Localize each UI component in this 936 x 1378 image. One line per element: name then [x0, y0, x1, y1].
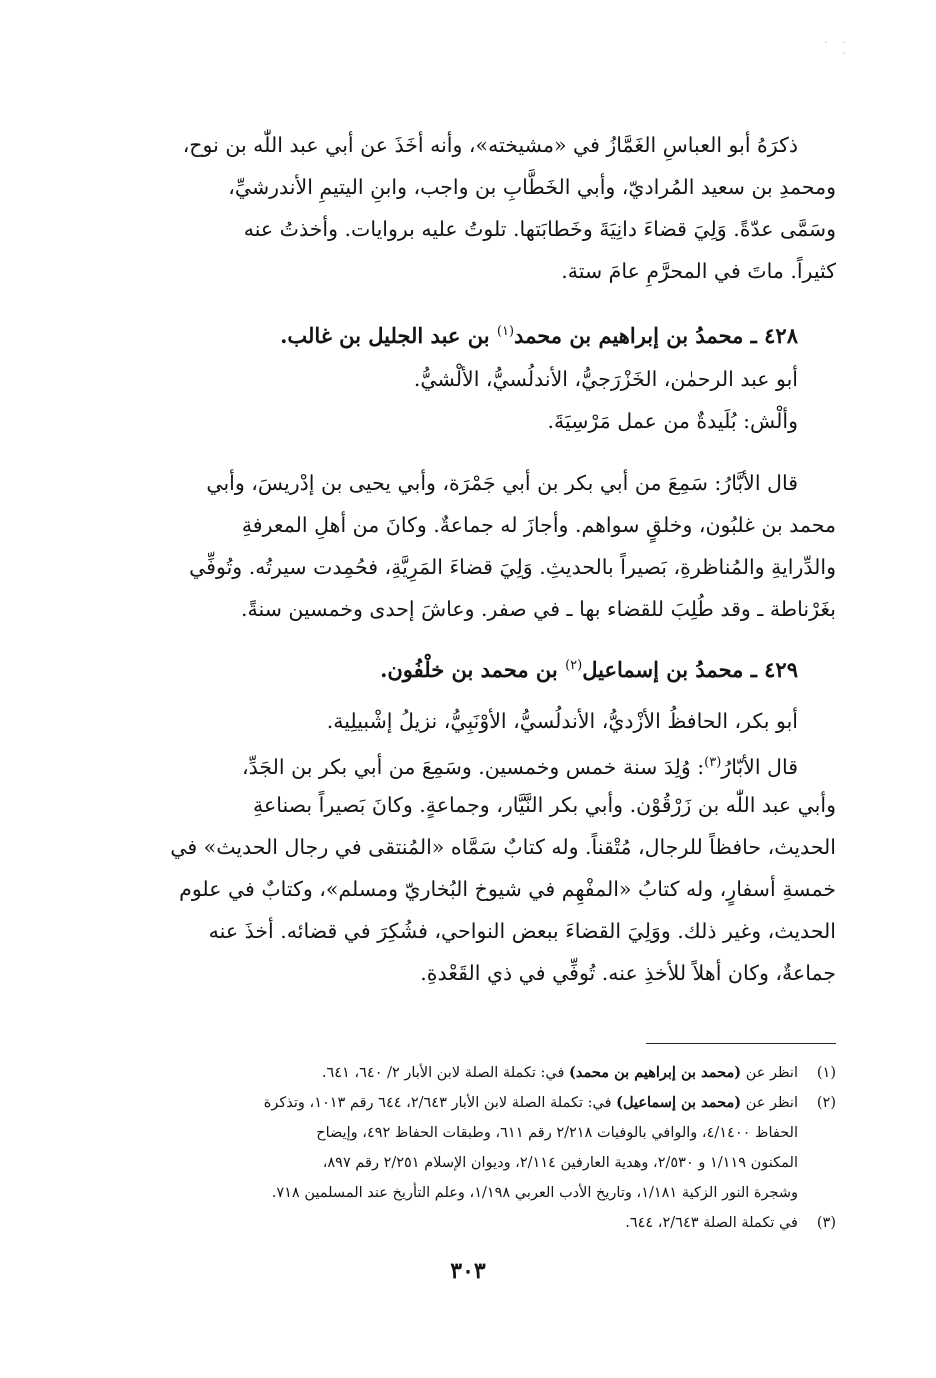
entry-429-kunya: [104, 700, 836, 742]
text-line: محمد بن غلبُون، وخلقٍ سواهم. وأجازَ له جماعةٌ. وكانَ من أهلِ المعرفةِ: [241, 513, 836, 537]
text-line: أبو بكر، الحافظُ الأزْديُّ، الأندلُسيُّ، الأوْنَبِيُّ، نزيلُ إشْبيلِية.: [326, 709, 798, 733]
footnote-line: [104, 1088, 798, 1118]
entry-429-heading: [104, 644, 836, 692]
footnote-body: [104, 1088, 798, 1208]
entry-428-heading: [104, 310, 836, 358]
text-line: وألْش: بُلَيدةٌ من عمل مَرْسِيَةَ.: [547, 409, 798, 433]
text-line: ذكرَهُ أبو العباسِ الغَمَّازُ في «مشيخته»، وأنه أخَذَ عن أبي عبد اللّٰه بن نوح،: [182, 133, 798, 157]
spacer: [104, 692, 836, 700]
text-line: جماعةٌ، وكان أهلاً للأخذِ عنه. تُوفِّي في ذي القَعْدةِ.: [420, 961, 836, 985]
text-line: خمسةِ أسفارٍ، وله كتابُ «المفْهِم في شيوخ البُخاريّ ومسلم»، وكتابٌ في علوم: [179, 877, 836, 901]
text-line: [104, 742, 798, 784]
footnote-line: في تكملة الصلة ٢/٦٤٣، ٦٤٤.: [625, 1215, 798, 1231]
bio-lead: قال الأبّارُ: [721, 754, 798, 779]
bio-lead-rest: : وُلِدَ سنة خمس وخمسين. وسَمِعَ من أبي بكر بن الجَدِّ،: [242, 754, 705, 779]
footnote-ref-1: (١): [496, 324, 515, 339]
footnote-lead: انظر عن: [741, 1095, 798, 1111]
entry-428-title: ٤٢٨ ـ محمدُ بن إبراهيم بن محمد: [514, 323, 798, 348]
footnote-ref-3: (٣): [704, 755, 722, 770]
text-line: الحديث، وغير ذلك. ووَلِيَ القضاءَ ببعض النواحي، فشُكِرَ في قضائه. أخذَ عنه: [208, 919, 836, 943]
entry-429-bio: [104, 742, 836, 994]
footnote-line: الحفاظ ٤/١٤٠٠، والوافي بالوفيات ٢/٢١٨ رقم ٦١١، وطبقات الحفاظ ٤٩٢، وإيضاح: [316, 1125, 798, 1141]
text-line: بغَرْناطة ـ وقد طُلِبَ للقضاء بها ـ في صفر. وعاشَ إحدى وخمسين سنةً.: [241, 597, 836, 621]
footnote-subject: (محمد بن إبراهيم بن محمد): [569, 1064, 742, 1081]
footnote-lead: انظر عن: [741, 1065, 798, 1081]
entry-429-title: ٤٢٩ ـ محمدُ بن إسماعيل: [582, 657, 798, 682]
footnote-ref-2: (٢): [565, 658, 583, 673]
footnote-body: [104, 1058, 798, 1088]
text-line: وسَمَّى عدّةً. وَلِيَ قضاءَ دانِيَةَ وخَطابَتها. تلوتُ عليه بروايات. وأخذتُ عنه: [243, 217, 836, 241]
entry-428-bio: [104, 462, 836, 630]
footnote-line: [104, 1058, 798, 1088]
intro-paragraph: [104, 124, 836, 292]
footnote-3: [104, 1208, 836, 1238]
footnote-text: في: تكملة الصلة لابن الأبار ٢/٦٤٣، ٦٤٤ رقم ١٠١٣، وتذكرة: [263, 1095, 617, 1111]
footnote-line: وشجرة النور الزكية ١/١٨١، وتاريخ الأدب العربي ١/١٩٨، وعلم التأريخ عند المسلمين ٧١٨.: [271, 1185, 798, 1201]
footnote-divider: [646, 1043, 836, 1044]
text-line: ومحمدِ بن سعيد المُراديّ، وأبي الخَطَّابِ بن واجب، وابنِ اليتيمِ الأندرشيِّ،: [228, 175, 836, 199]
footnote-subject: (محمد بن إسماعيل): [616, 1094, 742, 1111]
text-line: وأبي عبد اللّٰه بن زَرْقُوْن. وأبي بكر النَّيَّار، وجماعةٍ. وكانَ بَصيراً بصناعةِ: [252, 793, 836, 817]
footnotes: [104, 1058, 836, 1238]
footnote-text: في: تكملة الصلة لابن الأبار ٢/ ٦٤٠، ٦٤١.: [321, 1065, 570, 1081]
corner-mark: · · ·: [824, 38, 852, 60]
footnote-body: [104, 1208, 798, 1238]
footnote-number: (١): [816, 1065, 836, 1081]
spacer: [104, 442, 836, 462]
text-line: أبو عبد الرحمٰن، الخَزْرَجيُّ، الأندلُسيُّ، الألْشيُّ.: [413, 367, 798, 391]
text-line: والدِّرايةِ والمُناظرةِ، بَصيراً بالحديثِ. وَلِيَ قضاءَ المَرِيَّةِ، فحُمِدت سيرتُه. وتُوفِّي: [189, 555, 836, 579]
footnote-number: (٣): [816, 1215, 836, 1231]
text-line: الحديث، حافظاً للرجال، مُتْقناً. وله كتابٌ سَمَّاه «المُنتقى في رجال الحديث» في: [170, 835, 836, 859]
text-line: كثيراً. ماتَ في المحرَّمِ عامَ ستة.: [561, 259, 836, 283]
entry-428-title-rest: بن عبد الجليل بن غالب.: [280, 323, 497, 348]
footnote-line: المكنون ١/١١٩ و ٢/٥٣٠، وهدية العارفين ٢/١١٤، وديوان الإسلام ٢/٢٥١ رقم ٨٩٧،: [322, 1155, 798, 1171]
text-line: قال الأبَّارُ: سَمِعَ من أبي بكر بن أبي جَمْرَة، وأبي يحيى بن إدْريسَ، وأبي: [206, 471, 798, 495]
page-number: ٣٠٣: [450, 1258, 486, 1284]
footnote-1: [104, 1058, 836, 1088]
footnote-2: [104, 1088, 836, 1208]
footnote-number: (٢): [816, 1095, 836, 1111]
entry-428-kunya: [104, 358, 836, 400]
main-text: [104, 124, 836, 994]
entry-429-title-rest: بن محمد بن خلْفُون.: [380, 657, 566, 682]
entry-428-place: [104, 400, 836, 442]
